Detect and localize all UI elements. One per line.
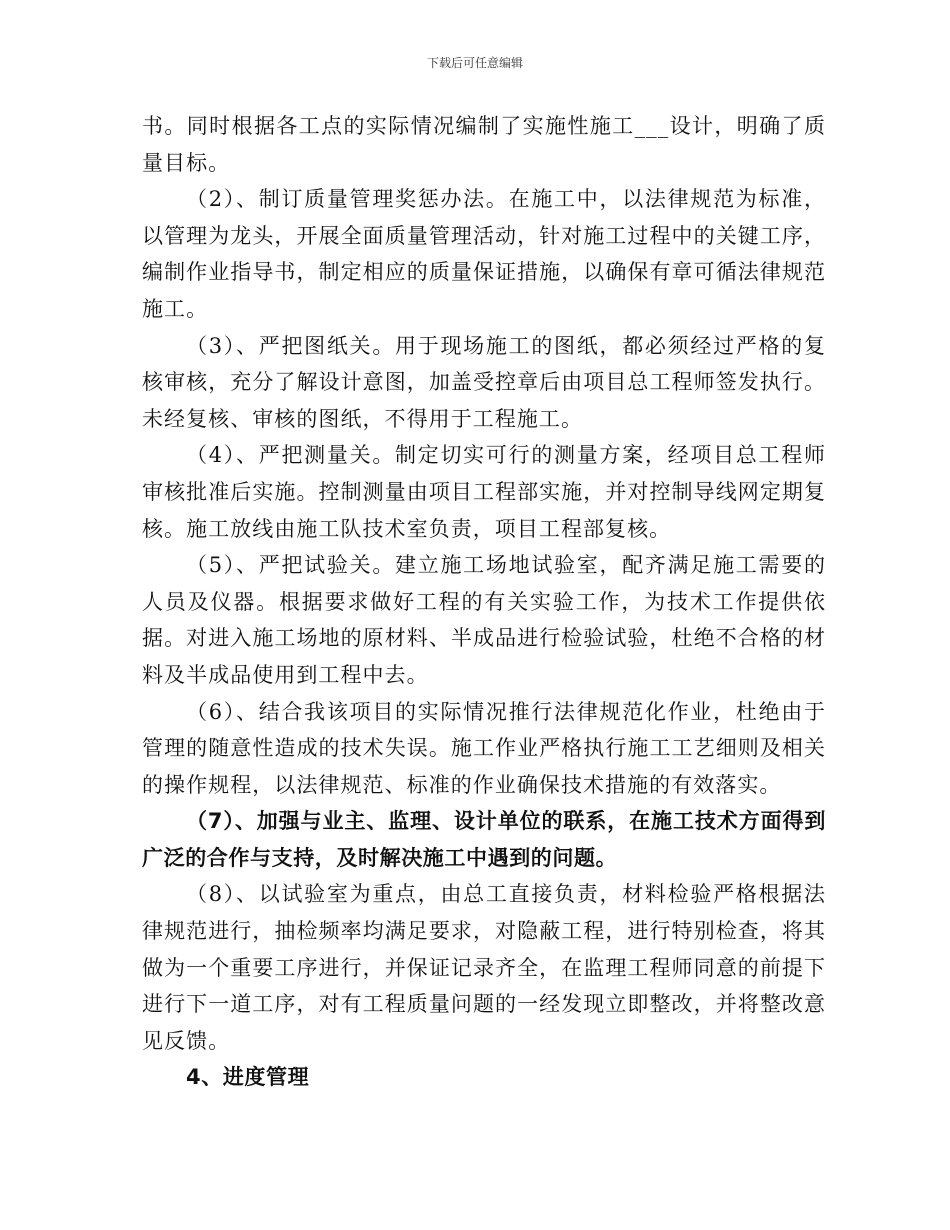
paragraph-item-4: （4）、严把测量关。制定切实可行的测量方案，经项目总工程师审核批准后实施。控制测量由项目工程部实施，并对控制导线网定期复核。施工放线由施工队技术室负责，项目工程部复核。 xyxy=(142,443,826,541)
paragraph-item-2: （2）、制订质量管理奖惩办法。在施工中，以法律规范为标准，以管理为龙头，开展全面质量管理活动，针对施工过程中的关键工序，编制作业指导书，制定相应的质量保证措施，以确保有章可循法律规范施工。 xyxy=(142,187,826,321)
document-body xyxy=(142,108,826,1096)
paragraph-item-3: （3）、严把图纸关。用于现场施工的图纸，都必须经过严格的复核审核，充分了解设计意图，加盖受控章后由项目总工程师签发执行。未经复核、审核的图纸，不得用于工程施工。 xyxy=(142,333,826,431)
paragraph-item-8: （8）、以试验室为重点，由总工直接负责，材料检验严格根据法律规范进行，抽检频率均满足要求，对隐蔽工程，进行特别检查，将其做为一个重要工序进行，并保证记录齐全，在监理工程师同意的前提下进行下一道工序，对有工程质量问题的一经发现立即整改，并将整改意见反馈。 xyxy=(142,882,826,1053)
paragraph-item-6: （6）、结合我该项目的实际情况推行法律规范化作业，杜绝由于管理的随意性造成的技术失误。施工作业严格执行施工工艺细则及相关的操作规程，以法律规范、标准的作业确保技术措施的有效落实。 xyxy=(142,699,826,797)
section-heading-progress: 4、进度管理 xyxy=(186,1065,310,1090)
paragraph-item-5: （5）、严把试验关。建立施工场地试验室，配齐满足施工需要的人员及仪器。根据要求做好工程的有关实验工作，为技术工作提供依据。对进入施工场地的原材料、半成品进行检验试验，杜绝不合格的材料及半成品使用到工程中去。 xyxy=(142,553,826,687)
paragraph-item-7: （7）、加强与业主、监理、设计单位的联系，在施工技术方面得到广泛的合作与支持，及时解决施工中遇到的问题。 xyxy=(142,809,826,870)
paragraph-continuation: 书。同时根据各工点的实际情况编制了实施性施工___设计，明确了质量目标。 xyxy=(142,114,826,175)
page-header-note: 下载后可任意编辑 xyxy=(426,56,523,70)
